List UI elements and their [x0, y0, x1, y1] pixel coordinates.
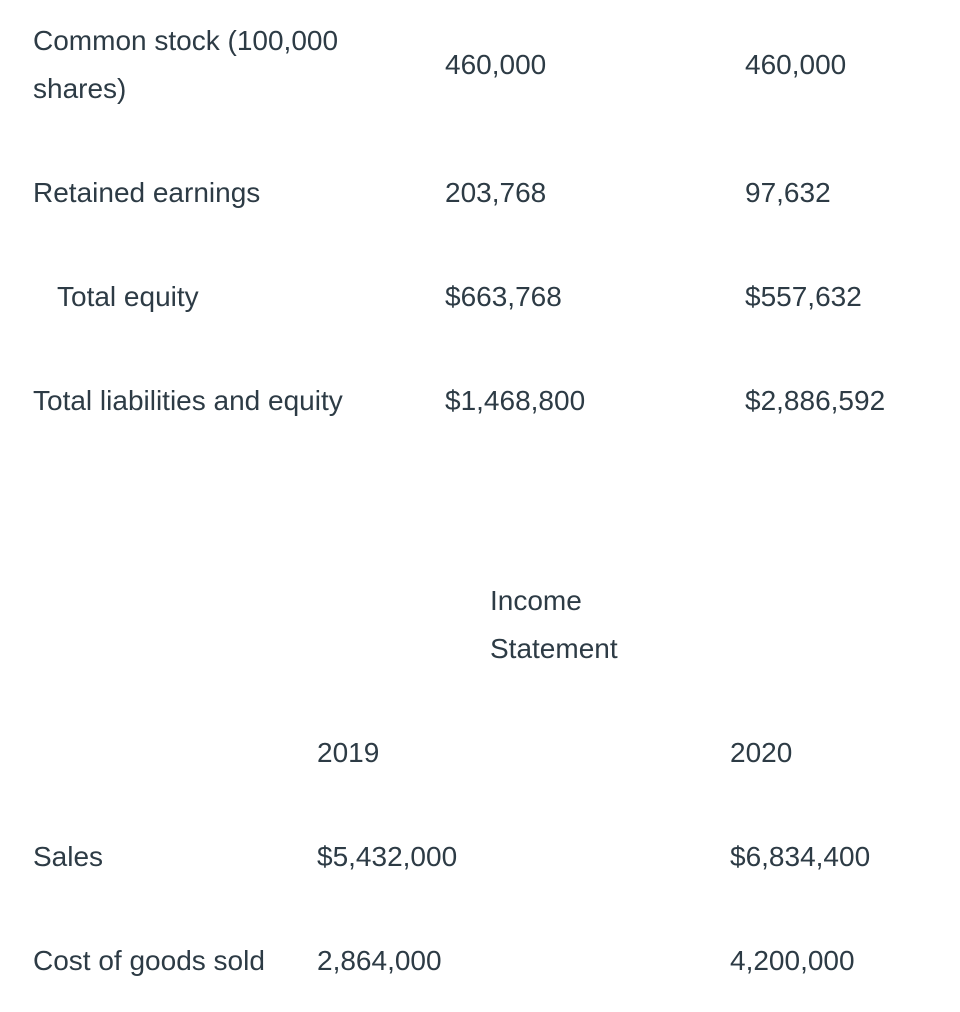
row-label-total-equity: Total equity	[57, 281, 199, 312]
retained-earnings-2019: 203,768	[445, 177, 547, 208]
year-header-2019: 2019	[317, 737, 380, 768]
retained-earnings-2020: 97,632	[745, 177, 831, 208]
total-liabilities-equity-2019: $1,468,800	[445, 385, 586, 416]
sales-2020: $6,834,400	[730, 841, 871, 872]
cogs-2019: 2,864,000	[317, 945, 442, 976]
cogs-2020: 4,200,000	[730, 945, 855, 976]
row-label-cogs: Cost of goods sold	[33, 945, 265, 976]
row-label-common-stock	[33, 17, 338, 113]
row-label-common-stock-line2: shares)	[33, 73, 127, 104]
row-label-common-stock-line1: Common stock (100,000	[33, 25, 339, 56]
row-label-total-liabilities-equity: Total liabilities and equity	[33, 385, 343, 416]
year-header-2020: 2020	[730, 737, 793, 768]
common-stock-2019: 460,000	[445, 49, 547, 80]
sales-2019: $5,432,000	[317, 841, 458, 872]
row-label-sales: Sales	[33, 841, 104, 872]
income-statement-title-line1: Income	[490, 585, 582, 616]
total-equity-2020: $557,632	[745, 281, 862, 312]
total-equity-2019: $663,768	[445, 281, 562, 312]
common-stock-2020: 460,000	[745, 49, 847, 80]
income-statement-title	[490, 577, 618, 673]
total-liabilities-equity-2020: $2,886,592	[745, 385, 886, 416]
income-statement-title-line2: Statement	[490, 633, 618, 664]
row-label-retained-earnings: Retained earnings	[33, 177, 261, 208]
